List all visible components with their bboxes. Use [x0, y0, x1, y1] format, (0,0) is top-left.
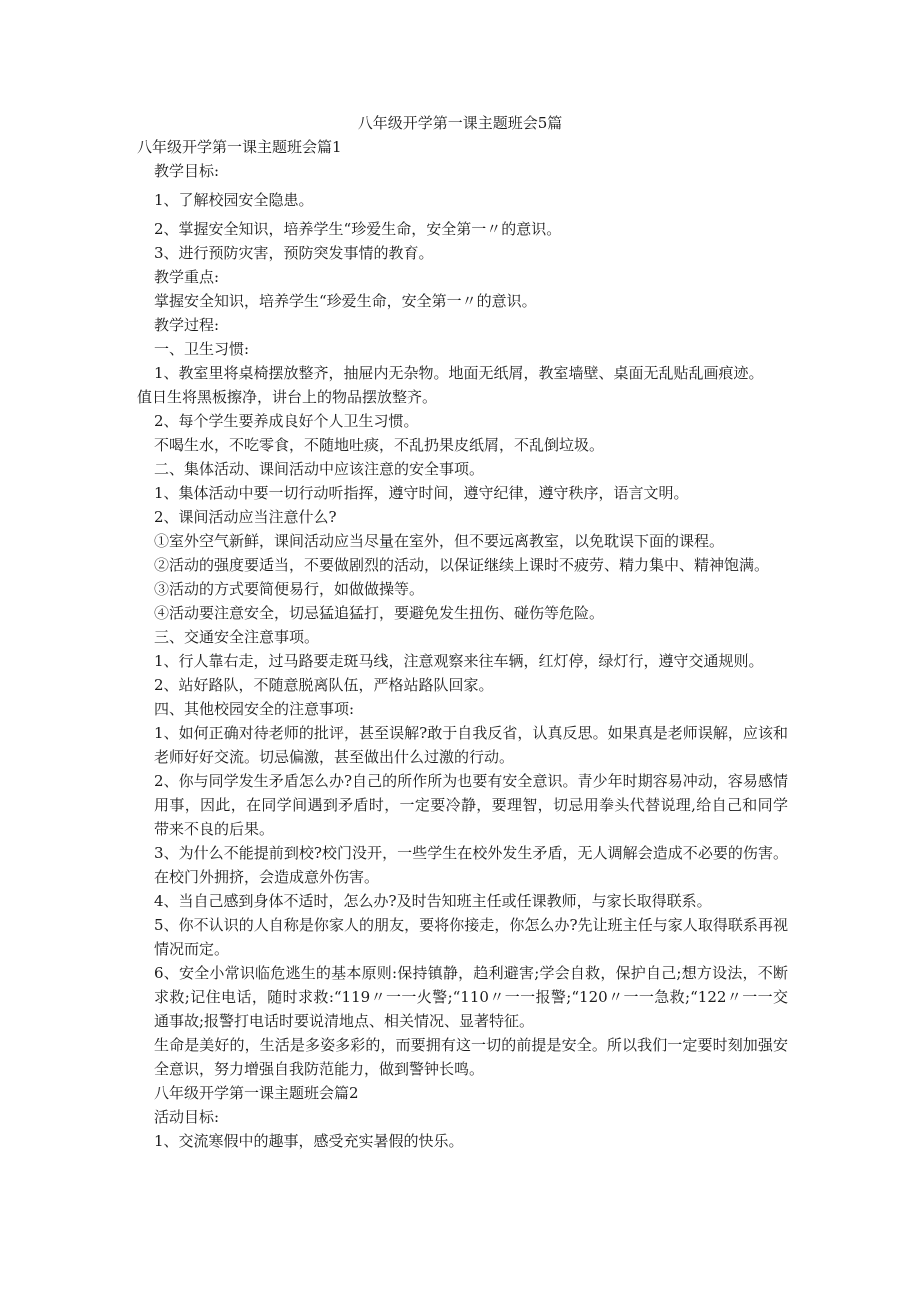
activity-point-4: ④活动要注意安全，切忌猛追猛打，要避免发生扭伤、碰伤等危险。 — [154, 604, 605, 622]
goal-item-1: 1、了解校园安全隐患。 — [154, 191, 314, 209]
safety-item-2: 2、你与同学发生矛盾怎么办?自己的所作所为也要有安全意识。青少年时期容易冲动，容易感情用事，因此，在同学间遇到矛盾时，一定要冷静，要理智，切忌用拳头代替说理,给自己和同学带来不良的后果。 — [154, 772, 788, 838]
subheading-teaching-goals: 教学目标: — [154, 162, 220, 180]
safety-item-6: 6、安全小常识临危逃生的基本原则:保持镇静，趋利避害;学会自救，保护自己;想方设法，不断求救;记住电话，随时求救:“119〃一一火警;“110〃一一报警;“120〃一一急救;“122〃一一交通事故;报警打电话时要说清地点、相关情况、显著特征。 — [154, 964, 788, 1030]
hygiene-item-1-continued: 值日生将黑板擦净，讲台上的物品摆放整齐。 — [137, 388, 438, 406]
activity-item-2: 2、课间活动应当注意什么? — [154, 508, 337, 526]
traffic-item-1: 1、行人靠右走，过马路要走斑马线，注意观察来往车辆，红灯停，绿灯行，遵守交通规则。 — [154, 652, 764, 670]
subheading-activity-goals: 活动目标: — [154, 1108, 220, 1126]
activity-goal-item-1: 1、交流寒假中的趣事，感受充实暑假的快乐。 — [154, 1132, 464, 1150]
part-three-heading: 三、交通安全注意事项。 — [154, 628, 320, 646]
safety-item-5: 5、你不认识的人自称是你家人的朋友，要将你接走，你怎么办?先让班主任与家人取得联系再视情况而定。 — [154, 916, 788, 958]
activity-point-1: ①室外空气新鲜，课间活动应当尽量在室外，但不要远离教室，以免耽误下面的课程。 — [154, 532, 725, 550]
hygiene-item-2: 2、每个学生要养成良好个人卫生习惯。 — [154, 412, 419, 430]
activity-point-3: ③活动的方式要简便易行，如做做操等。 — [154, 580, 425, 598]
activity-point-2: ②活动的强度要适当，不要做剧烈的活动，以保证继续上课时不疲劳、精力集中、精神饱满。 — [154, 556, 770, 574]
safety-item-4: 4、当自己感到身体不适时，怎么办?及时告知班主任或任课教师，与家长取得联系。 — [154, 892, 712, 910]
document-title: 八年级开学第一课主题班会5篇 — [357, 114, 563, 132]
safety-item-1: 1、如何正确对待老师的批评，甚至误解?敢于自我反省，认真反思。如果真是老师误解，应该和老师好好交流。切忌偏激，甚至做出什么过激的行动。 — [154, 724, 788, 766]
goal-item-3: 3、进行预防灾害，预防突发事情的教育。 — [154, 244, 434, 262]
hygiene-item-1: 1、教室里将桌椅摆放整齐，抽屉内无杂物。地面无纸屑，教室墙壁、桌面无乱贴乱画痕迹。 — [154, 364, 764, 382]
subheading-teaching-focus: 教学重点: — [154, 268, 220, 286]
activity-item-1: 1、集体活动中要一切行动听指挥，遵守时间，遵守纪律，遵守秩序，语言文明。 — [154, 484, 689, 502]
part-four-heading: 四、其他校园安全的注意事项: — [154, 700, 355, 718]
closing-paragraph: 生命是美好的，生活是多姿多彩的，而要拥有这一切的前提是安全。所以我们一定要时刻加强安全意识，努力增强自我防范能力，做到警钟长鸣。 — [154, 1036, 788, 1078]
part-two-heading: 二、集体活动、课间活动中应该注意的安全事项。 — [154, 460, 485, 478]
section-heading-2: 八年级开学第一课主题班会篇2 — [154, 1084, 359, 1102]
section-heading-1: 八年级开学第一课主题班会篇1 — [137, 138, 342, 156]
focus-text: 掌握安全知识，培养学生“珍爱生命，安全第一〃的意识。 — [154, 292, 537, 310]
document-body — [137, 135, 788, 1153]
traffic-item-2: 2、站好路队，不随意脱离队伍，严格站路队回家。 — [154, 676, 494, 694]
part-one-heading: 一、卫生习惯: — [154, 340, 250, 358]
safety-item-3: 3、为什么不能提前到校?校门没开，一些学生在校外发生矛盾，无人调解会造成不必要的伤害。在校门外拥挤，会造成意外伤害。 — [154, 844, 788, 886]
hygiene-rules: 不喝生水，不吃零食，不随地吐痰，不乱扔果皮纸屑，不乱倒垃圾。 — [154, 436, 605, 454]
goal-item-2: 2、掌握安全知识，培养学生“珍爱生命，安全第一〃的意识。 — [154, 220, 562, 238]
subheading-teaching-process: 教学过程: — [154, 316, 220, 334]
